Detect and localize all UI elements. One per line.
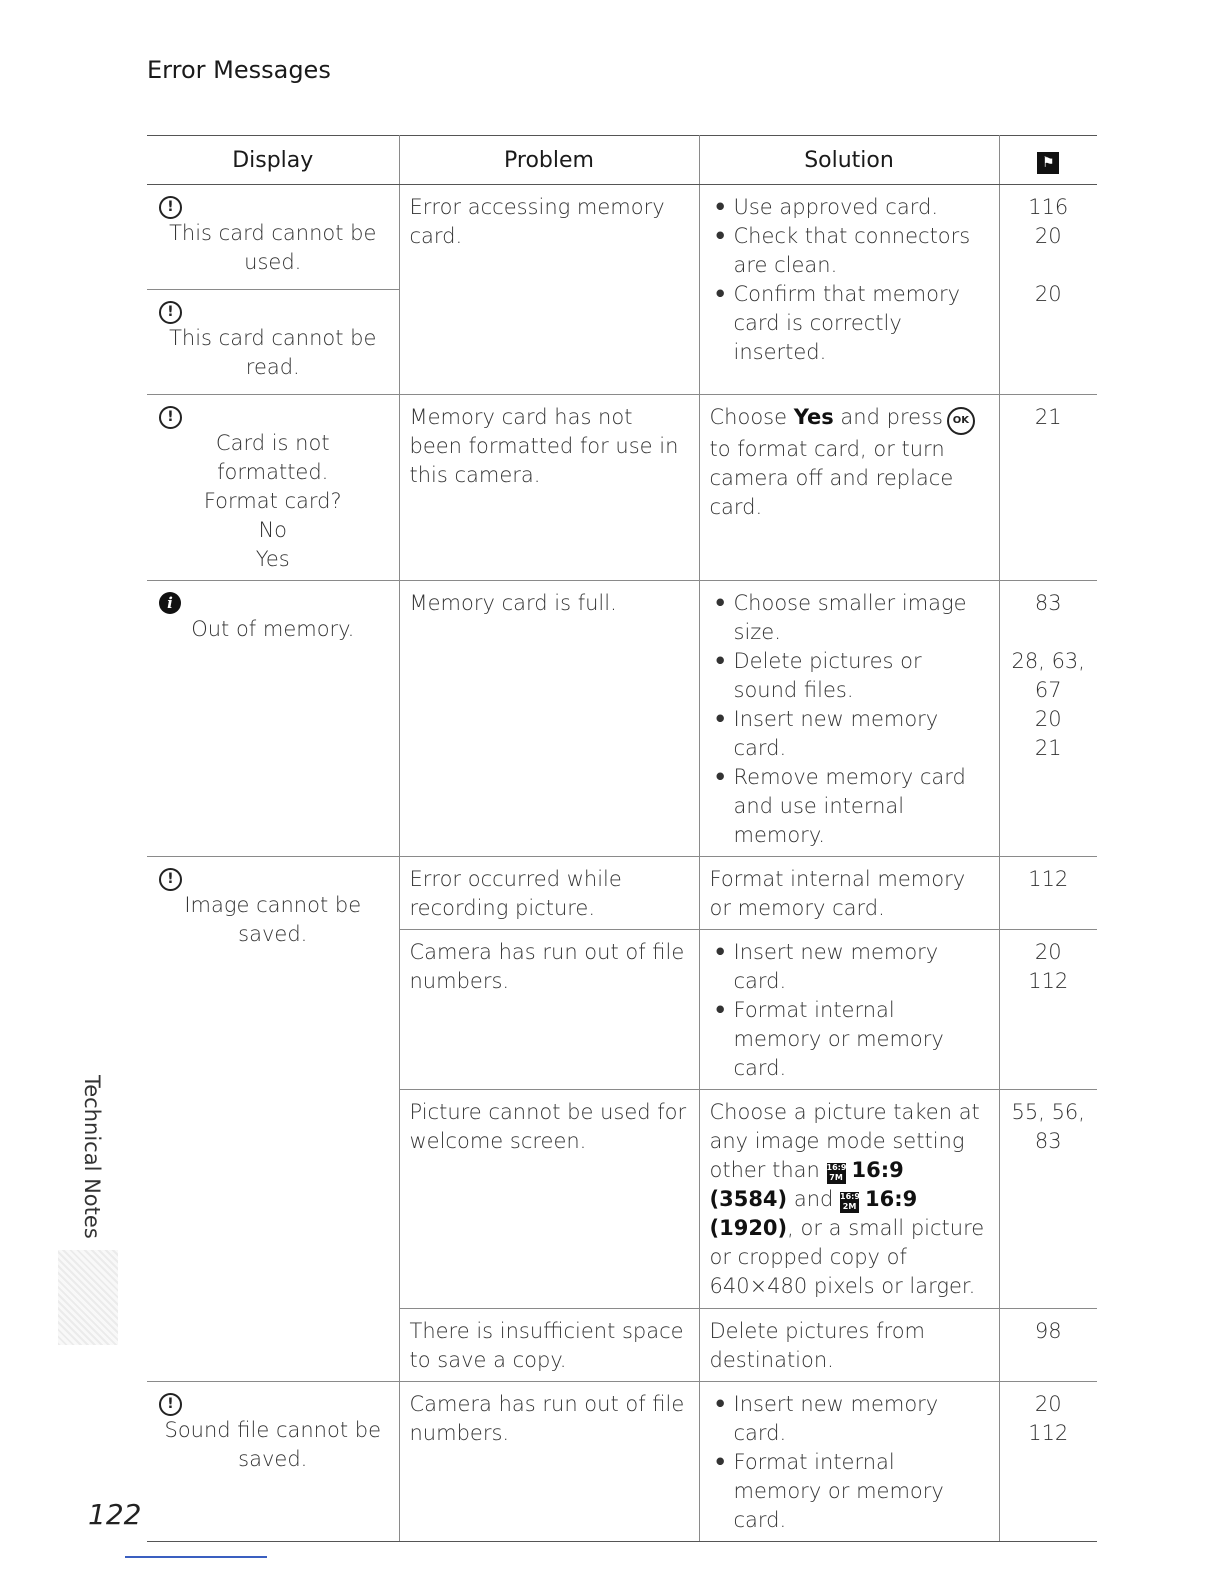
solution-cell bbox=[699, 395, 999, 581]
solution-item: • Format internal memory or memory card. bbox=[710, 996, 989, 1083]
display-text: This card cannot be bbox=[169, 221, 377, 245]
display-text: used. bbox=[244, 250, 302, 274]
page-ref: 112 bbox=[1028, 1421, 1069, 1445]
solution-cell: Format internal memory or memory card. bbox=[699, 857, 999, 930]
alert-icon: ! bbox=[159, 301, 182, 324]
page-ref: 20 bbox=[1034, 282, 1062, 306]
ok-button-icon: OK bbox=[947, 407, 975, 435]
table-row bbox=[147, 1382, 1097, 1542]
page-ref: 20 bbox=[1034, 1392, 1062, 1416]
solution-cell bbox=[699, 1382, 999, 1542]
solution-item: • Use approved card. bbox=[710, 193, 989, 222]
display-text: saved. bbox=[238, 922, 308, 946]
display-cell bbox=[147, 1382, 399, 1542]
solution-cell bbox=[699, 581, 999, 857]
solution-text: and bbox=[793, 1187, 834, 1211]
page-ref: 21 bbox=[1034, 736, 1062, 760]
solution-item: • Insert new memory card. bbox=[710, 1390, 989, 1448]
problem-cell: There is insufficient space to save a copy. bbox=[399, 1309, 699, 1382]
reference-cell bbox=[999, 395, 1097, 581]
table-row bbox=[147, 185, 1097, 290]
solution-emphasis: 16:9 (3584) bbox=[709, 1158, 904, 1211]
display-text: Format card? bbox=[203, 489, 342, 513]
header-reference bbox=[999, 136, 1097, 185]
solution-item: • Insert new memory card. bbox=[710, 705, 989, 763]
reference-cell bbox=[999, 930, 1097, 1090]
solution-cell bbox=[699, 930, 999, 1090]
alert-icon: ! bbox=[159, 868, 182, 891]
header-row bbox=[147, 136, 1097, 185]
solution-text: Choose a picture taken at any image mode setting other than bbox=[709, 1100, 980, 1182]
page-ref: 28, 63, bbox=[1011, 649, 1085, 673]
page-ref: 112 bbox=[1028, 867, 1069, 891]
solution-item: • Choose smaller image size. bbox=[710, 589, 989, 647]
solution-item: • Delete pictures or sound files. bbox=[710, 647, 989, 705]
solution-text: and press bbox=[833, 405, 943, 429]
display-text: read. bbox=[245, 355, 300, 379]
reference-cell bbox=[999, 1090, 1097, 1309]
problem-cell: Camera has run out of file numbers. bbox=[399, 1382, 699, 1542]
alert-icon: ! bbox=[159, 196, 182, 219]
page-ref: 20 bbox=[1034, 224, 1062, 248]
page-ref: 98 bbox=[1034, 1319, 1062, 1343]
display-text: Sound file cannot be bbox=[164, 1418, 381, 1442]
solution-text: Choose bbox=[709, 405, 794, 429]
solution-item: • Check that connectors are clean. bbox=[710, 222, 989, 280]
image-mode-7m-icon bbox=[827, 1163, 846, 1184]
display-cell bbox=[147, 395, 399, 581]
display-cell bbox=[147, 581, 399, 857]
table-row bbox=[147, 395, 1097, 581]
section-title: Error Messages bbox=[147, 56, 331, 84]
header-problem: Problem bbox=[399, 136, 699, 185]
display-text: saved. bbox=[238, 1447, 308, 1471]
solution-emphasis: Yes bbox=[793, 405, 834, 429]
reference-cell bbox=[999, 857, 1097, 930]
display-text: Image cannot be bbox=[184, 893, 362, 917]
reference-cell bbox=[999, 185, 1097, 395]
icon-label: 7M bbox=[829, 1173, 843, 1182]
icon-label: 16:9 bbox=[826, 1163, 847, 1172]
display-cell bbox=[147, 185, 399, 290]
table-row bbox=[147, 581, 1097, 857]
solution-text: , or a small picture or cropped copy of 640×480 pixels or larger. bbox=[709, 1216, 985, 1298]
error-messages-table bbox=[147, 135, 1097, 1542]
page-ref: 83 bbox=[1034, 1129, 1062, 1153]
page-number: 122 bbox=[88, 1498, 142, 1531]
display-text: This card cannot be bbox=[169, 326, 377, 350]
header-solution: Solution bbox=[699, 136, 999, 185]
display-text: No bbox=[258, 518, 288, 542]
solution-cell bbox=[699, 1090, 999, 1309]
page-ref: 55, 56, bbox=[1011, 1100, 1085, 1124]
solution-cell: Delete pictures from destination. bbox=[699, 1309, 999, 1382]
solution-emphasis: 16:9 (1920) bbox=[709, 1187, 918, 1240]
problem-cell: Error accessing memory card. bbox=[399, 185, 699, 395]
page-ref: 67 bbox=[1034, 678, 1062, 702]
reference-page-icon: ⚑ bbox=[1037, 152, 1059, 174]
reference-cell bbox=[999, 1309, 1097, 1382]
side-section-label: Technical Notes bbox=[80, 1075, 104, 1239]
reference-cell bbox=[999, 1382, 1097, 1542]
side-tab-marker bbox=[58, 1250, 118, 1345]
icon-label: 2M bbox=[842, 1202, 857, 1211]
solution-item: • Format internal memory or memory card. bbox=[710, 1448, 989, 1535]
header-display: Display bbox=[147, 136, 399, 185]
display-text: Card is not formatted. bbox=[215, 431, 330, 484]
alert-icon: ! bbox=[159, 406, 182, 429]
display-text: Out of memory. bbox=[191, 617, 355, 641]
icon-label: 16:9 bbox=[840, 1192, 860, 1201]
page-ref: 116 bbox=[1028, 195, 1069, 219]
problem-cell: Camera has run out of file numbers. bbox=[399, 930, 699, 1090]
problem-cell: Picture cannot be used for welcome screen. bbox=[399, 1090, 699, 1309]
solution-item: • Remove memory card and use internal memory. bbox=[710, 763, 989, 850]
page-ref: 83 bbox=[1034, 591, 1062, 615]
page-ref: 21 bbox=[1034, 405, 1062, 429]
page-footer-rule bbox=[125, 1556, 267, 1558]
reference-cell bbox=[999, 581, 1097, 857]
display-cell bbox=[147, 290, 399, 395]
page-ref: 20 bbox=[1034, 940, 1062, 964]
solution-text: to format card, or turn camera off and replace card. bbox=[709, 437, 954, 519]
solution-item: • Insert new memory card. bbox=[710, 938, 989, 996]
alert-icon: ! bbox=[159, 1393, 182, 1416]
problem-cell: Error occurred while recording picture. bbox=[399, 857, 699, 930]
info-icon: i bbox=[159, 592, 181, 614]
page-ref: 20 bbox=[1034, 707, 1062, 731]
image-mode-2m-icon bbox=[840, 1192, 859, 1213]
display-cell bbox=[147, 857, 399, 1382]
problem-cell: Memory card is full. bbox=[399, 581, 699, 857]
page-ref: 112 bbox=[1028, 969, 1069, 993]
table-row bbox=[147, 857, 1097, 930]
solution-cell bbox=[699, 185, 999, 395]
problem-cell: Memory card has not been formatted for use in this camera. bbox=[399, 395, 699, 581]
display-text: Yes bbox=[255, 547, 290, 571]
solution-item: • Confirm that memory card is correctly inserted. bbox=[710, 280, 989, 367]
